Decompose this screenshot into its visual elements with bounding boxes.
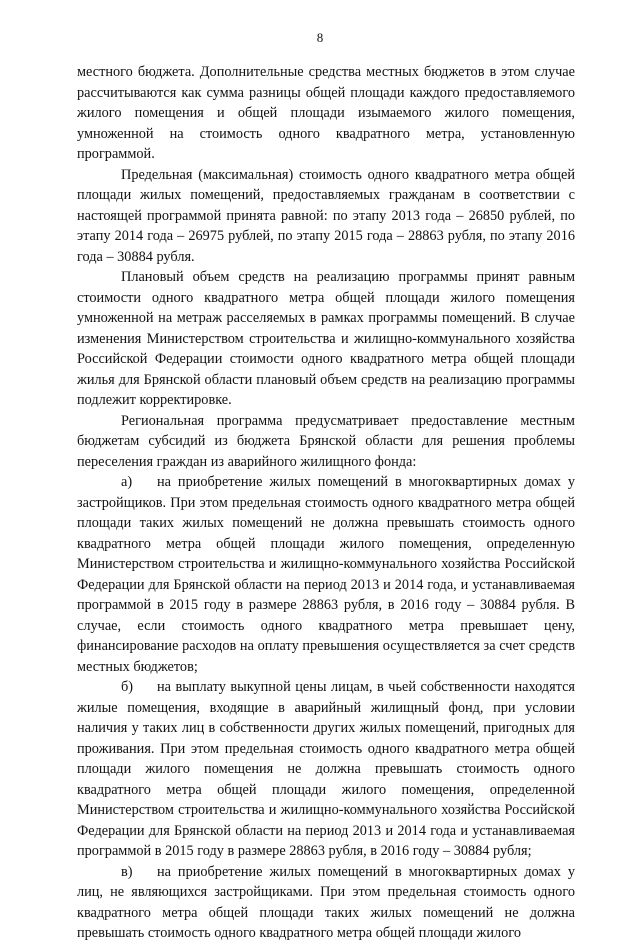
document-body	[77, 62, 575, 944]
list-marker-a: а)	[121, 474, 133, 490]
list-item-v	[77, 862, 575, 944]
list-text-v: на приобретение жилых помещений в многоквартирных домах у лиц, не являющихся застройщиками. При этом предельная стоимость одного квадратного метра общей площади таких жилых помещений не должна превышать стоимость одного квадратного метра общей площади жилого	[77, 863, 575, 941]
paragraph-max-cost: Предельная (максимальная) стоимость одного квадратного метра общей площади жилых помещений, предоставляемых гражданам в соответствии с настоящей программой принята равной: по этапу 2013 года – 26850 рублей, по этапу 2014 года – 26975 рублей, по этапу 2015 года – 28863 рубля, по этапу 2016 года – 30884 рубля.	[77, 166, 575, 265]
paragraph-continuation: местного бюджета. Дополнительные средства местных бюджетов в этом случае рассчитываются как сумма разницы общей площади каждого предоставляемого жилого помещения и общей площади изымаемого жилого помещения, умноженной на стоимость одного квадратного метра, установленную программой.	[77, 64, 575, 162]
list-text-a: на приобретение жилых помещений в многоквартирных домах у застройщиков. При этом предельная стоимость одного квадратного метра общей площади таких жилых помещений не должна превышать стоимость одного квадратного метра общей площади жилого помещения, определенную Министерством строительства и жилищно-коммунального хозяйства Российской Федерации для Брянской области на период 2013 и 2014 года, и устанавливаемая программой в 2015 году в размере 28863 рубля, в 2016 году – 30884 рубля. В случае, если стоимость одного квадратного метра превышает цену, финансирование расходов на оплату превышения осуществляется за счет средств местных бюджетов;	[77, 474, 575, 675]
list-marker-v: в)	[121, 863, 133, 880]
page-number: 8	[316, 30, 324, 45]
paragraph-planned-volume: Плановый объем средств на реализацию программы принят равным стоимости одного квадратного метра общей площади жилого помещения умноженной на метраж расселяемых в рамках программы помещений. В случае изменения Министерством строительства и жилищно-коммунального хозяйства Российской Федерации стоимости одного квадратного метра общей площади жилья для Брянской области плановый объем средств на реализацию программы подлежит корректировке.	[77, 269, 575, 408]
list-item-b	[77, 677, 575, 862]
list-text-b: на выплату выкупной цены лицам, в чьей собственности находятся жилые помещения, входящие в аварийный жилищный фонд, при условии наличия у таких лиц в собственности других жилых помещений, пригодных для проживания. При этом предельная стоимость одного квадратного метра общей площади жилого помещения не должна превышать стоимость одного квадратного метра общей площади жилого помещения, определенной Министерством строительства и жилищно-коммунального хозяйства Российской Федерации для Брянской области на период 2013 и 2014 года и устанавливаемая программой в 2015 году в размере 28863 рубля, в 2016 году – 30884 рубля;	[77, 679, 575, 859]
paragraph-regional-program: Региональная программа предусматривает предоставление местным бюджетам субсидий из бюджета Брянской области для решения проблемы переселения граждан из аварийного жилищного фонда:	[77, 412, 575, 470]
list-item-a	[77, 472, 575, 677]
list-marker-b: б)	[121, 679, 134, 695]
